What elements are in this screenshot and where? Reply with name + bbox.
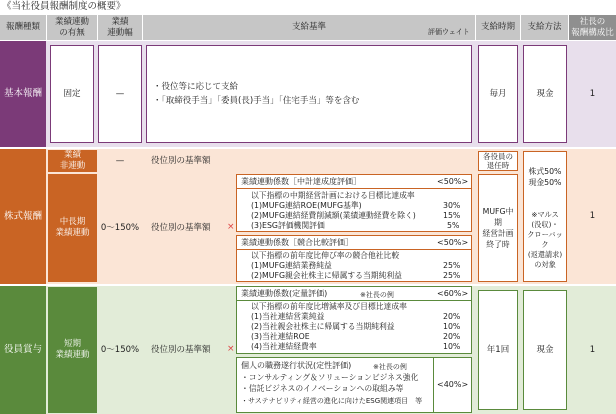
stock-block2-pct: 25% xyxy=(443,271,461,280)
base-method: 現金 xyxy=(523,45,567,143)
header-basis-label: 支給基準 xyxy=(291,22,326,32)
bonus-block1-weight: <60%> xyxy=(437,289,469,298)
stock-block1-pct: 15% xyxy=(443,211,461,220)
stock-block2-title: 業績連動係数［競合比較評価］ xyxy=(241,238,353,247)
stock-block2-line: (1)MUFG連結業務純益 xyxy=(251,261,332,270)
bonus-block1-line: 以下指標の前年度比増減率及び目標比達成率 xyxy=(251,302,407,311)
bonus-method: 現金 xyxy=(523,290,567,410)
bonus-timing: 年1回 xyxy=(478,290,518,410)
bonus-block2-line: ・サステナビリティ経営の進化に向けたESG関連項目 等 xyxy=(241,397,423,405)
bonus-block1-line: (3)当社連結ROE xyxy=(251,332,310,341)
stock-nonlinked: 業績 非連動 xyxy=(48,150,97,172)
stock-range: 0〜150% xyxy=(100,222,140,233)
stock-method-note: ※マルス (没収)・ クローバック (返還請求) の対象 xyxy=(527,210,563,269)
bonus-block2-line: ・信託ビジネスのイノベーションへの取組み等 xyxy=(241,384,404,393)
stock-block1-pct: 30% xyxy=(443,201,461,210)
stock-block1-line: (3)ESG評価機関評価 xyxy=(251,221,325,230)
stock-block2-line: (2)MUFG親会社株主に帰属する当期純利益 xyxy=(251,271,402,280)
bonus-block1-pct: 20% xyxy=(443,332,461,341)
header-method: 支給方法 xyxy=(521,15,568,40)
stock-block2-pct: 25% xyxy=(443,261,461,270)
stock-block2-line: 以下指標の前年度比伸び率の競合他社比較 xyxy=(251,251,400,260)
stock-block1-title: 業績連動係数［中計達成度評価］ xyxy=(241,177,361,186)
stock-nonlinked-basis: 役位別の基準額 xyxy=(151,155,211,166)
bonus-block1-pct: 10% xyxy=(443,322,461,331)
header-type: 報酬種類 xyxy=(0,15,46,40)
base-linked: 固定 xyxy=(50,45,94,143)
bonus-type: 役員賞与 xyxy=(0,286,46,414)
stock-block2-divider xyxy=(237,249,471,250)
header-basis xyxy=(143,15,475,40)
bonus-ratio: 1 xyxy=(589,344,596,355)
stock-block2-weight: <50%> xyxy=(437,238,469,247)
stock-method-box xyxy=(523,151,567,282)
bonus-block1-line: (1)当社連結営業純益 xyxy=(251,312,325,321)
base-ratio: 1 xyxy=(589,88,596,99)
stock-block1-line: (1)MUFG連結ROE(MUFG基準) xyxy=(251,201,362,210)
bonus-linked: 短期 業績連動 xyxy=(48,287,97,413)
bonus-block2 xyxy=(236,357,472,413)
base-basis-line1: ・役位等に応じて支給 xyxy=(153,82,239,92)
stock-block1-divider xyxy=(237,188,471,189)
bonus-range: 0〜150% xyxy=(100,344,140,355)
stock-nonlinked-timing: 各役員の 退任時 xyxy=(478,151,518,171)
stock-nonlinked-range: — xyxy=(115,155,125,166)
base-timing: 毎月 xyxy=(478,45,518,143)
stock-basis: 役位別の基準額 xyxy=(151,222,211,233)
header-weight: 評価ウェイト xyxy=(428,28,470,36)
bonus-block1-line: (4)当社連結経費率 xyxy=(251,342,317,351)
stock-block1-line: (2)MUFG連結経費削減額(業績連動経費を除く) xyxy=(251,211,416,220)
bonus-block2-title: 個人の職務遂行状況(定性評価) xyxy=(241,361,352,370)
bonus-times: × xyxy=(227,344,235,354)
bonus-block1-note: ※社長の例 xyxy=(360,291,394,299)
bonus-basis: 役位別の基準額 xyxy=(151,344,211,355)
stock-block1 xyxy=(236,174,472,232)
bonus-block1-divider xyxy=(237,300,471,301)
header-range: 業績 連動幅 xyxy=(98,15,142,40)
stock-block1-pct: 5% xyxy=(447,221,460,230)
base-basis-box xyxy=(146,45,472,143)
bonus-block2-weight: <40%> xyxy=(437,380,469,389)
table-caption: 《当社役員報酬制度の概要》 xyxy=(2,1,126,12)
base-basis-line2: ・「取締役手当」「委員(長)手当」「住宅手当」等を含む xyxy=(153,96,360,106)
header-linked: 業績連動 の有無 xyxy=(47,15,97,40)
bonus-block1-pct: 20% xyxy=(443,312,461,321)
bonus-block1-line: (2)当社親会社株主に帰属する当期純利益 xyxy=(251,322,395,331)
stock-times: × xyxy=(227,222,235,232)
base-range: — xyxy=(98,45,142,143)
stock-ratio: 1 xyxy=(589,211,596,221)
header-timing: 支給時期 xyxy=(476,15,520,40)
bonus-block1 xyxy=(236,286,472,354)
bonus-block1-title: 業績連動係数(定量評価) xyxy=(241,289,328,298)
stock-linked: 中長期 業績連動 xyxy=(48,174,97,282)
stock-timing: MUFG中期 経営計画 終了時 xyxy=(478,174,518,282)
bonus-block2-note: ※社長の例 xyxy=(373,363,407,371)
base-type: 基本報酬 xyxy=(0,41,46,147)
bonus-block1-pct: 10% xyxy=(443,342,461,351)
stock-type: 株式報酬 xyxy=(0,149,46,284)
stock-block2 xyxy=(236,235,472,282)
bonus-block2-line: ・コンサルティング＆ソリューションビジネス強化 xyxy=(241,373,419,382)
header-ratio: 社長の 報酬構成比 xyxy=(569,15,616,40)
bonus-block2-divider xyxy=(433,358,434,412)
stock-method-top: 株式50% 現金50% xyxy=(528,167,562,187)
stock-block1-line: 以下指標の中期経営計画における目標比達成率 xyxy=(251,191,415,200)
stock-block1-weight: <50%> xyxy=(437,177,469,186)
